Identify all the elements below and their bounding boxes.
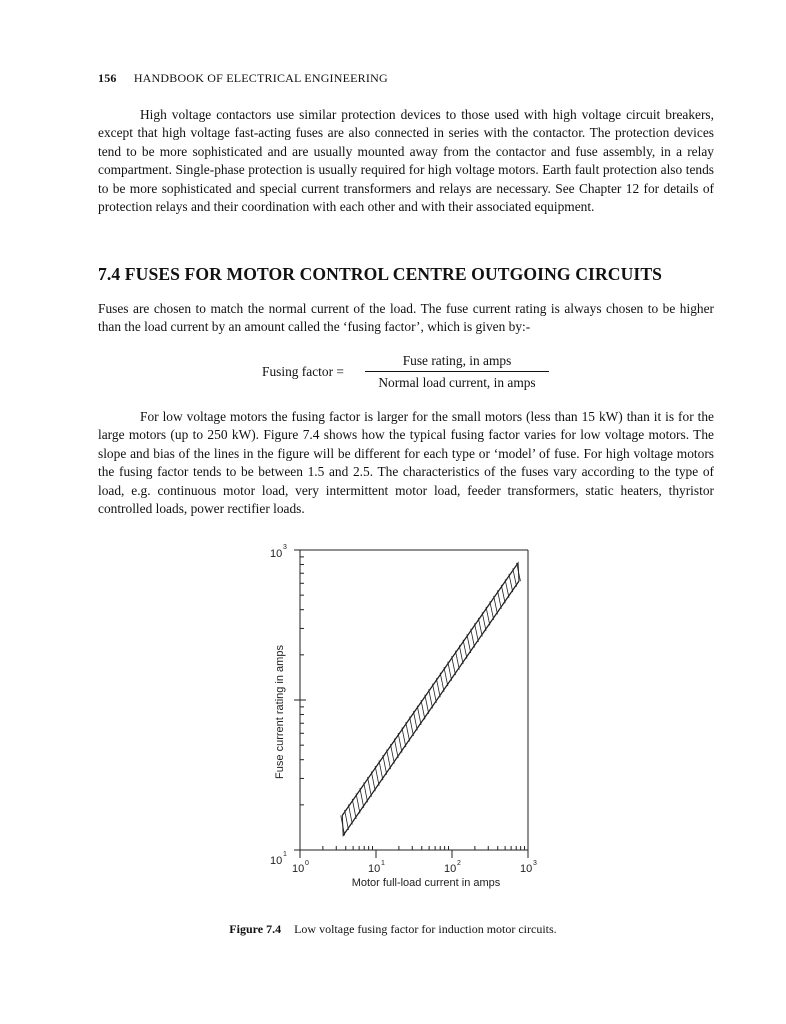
band-hatch [463,640,467,659]
band-hatch [406,722,410,741]
x-tick-exponent-1: 1 [381,860,385,867]
band-hatch [390,744,394,764]
band-hatch [467,634,471,653]
page-number: 156 [98,71,117,85]
fusing-factor-equation [262,352,562,396]
running-head [98,71,388,86]
band-hatch [486,607,490,626]
paragraph-3: For low voltage motors the fusing factor is larger for the small motors (less than 15 kW) than it is for the large motors (up to 250 kW). Figure 7.4 shows how the typical fusing factor varies for low voltage motors. The slope and bias of the lines in the figure will be different for each type or ‘model’ of fuse. For high voltage motors the fusing factor tends to be between 1.5 and 2.5. The characteristics of the fuses vary according to the type of load, e.g. continuous motor load, very intermittent motor load, feeder transformers, static heaters, thyristor controlled loads, power rectifier loads. [98,409,714,517]
band-hatch [444,667,448,686]
x-tick-exponent-2: 2 [457,860,461,867]
y-tick-exponent-0: 1 [283,851,287,858]
band-hatch [429,689,433,708]
band-hatch [432,684,436,703]
band-hatch [425,695,429,714]
paragraph-2: Fuses are chosen to match the normal current of the load. The fuse current rating is always chosen to be higher than the load current by an amount called the ‘fusing factor’, which is given by:- [98,301,714,335]
equation-numerator: Fuse rating, in amps [402,353,512,368]
band-hatch [455,651,459,670]
band-hatch [482,612,486,631]
band-hatch [375,766,379,786]
band-hatch [494,596,498,614]
band-hatch [452,656,456,675]
band-hatch [356,793,360,813]
band-hatch [417,706,421,725]
band-hatch [360,788,364,808]
running-title: HANDBOOK OF ELECTRICAL ENGINEERING [133,71,388,85]
band-hatch [394,739,398,758]
paragraph-1: High voltage contactors use similar protection devices to those used with high voltage circuit breakers, except that high voltage fast-acting fuses are also connected in series with the contactor. The protection devices tend to be more sophisticated and are usually mounted away from the contactor and fuse assembly, in a relay compartment. Single-phase protection is usually required for high voltage motors. Earth fault protection also tends to be more sophisticated and special current transformers and relays are necessary. See Chapter 12 for details of protection relays and their coordination with each other and with their associated equipment. [98,107,714,215]
x-tick-label-2: 10 [444,863,457,875]
x-tick-exponent-0: 0 [305,860,309,867]
band-hatch [490,601,494,619]
y-tick-label-0: 10 [270,855,283,867]
band-upper-bound [342,563,518,816]
band-hatch [368,777,372,797]
equation-fraction [365,352,549,392]
band-hatch [501,585,505,603]
band-hatch [475,623,479,642]
band-hatch [364,782,368,802]
band-hatch [497,590,501,608]
band-hatch [383,755,387,775]
figure-7-4 [260,540,560,910]
band-hatch [348,804,352,824]
x-axis-label: Motor full-load current in amps [351,877,501,889]
x-tick-label-1: 10 [368,863,381,875]
figure-number: Figure 7.4 [229,922,282,936]
fusing-factor-chart [260,540,560,910]
band-hatch [509,574,513,592]
band-hatch [505,579,509,597]
band-hatch [471,629,475,648]
caption-text: Low voltage fusing factor for induction motor circuits. [294,922,557,936]
band-hatch [448,662,452,681]
band-hatch [371,772,375,792]
band-lower-bound [343,581,519,835]
fraction-bar [365,371,549,372]
band-hatch [345,810,349,830]
band-hatch [421,700,425,719]
band-hatch [459,645,463,664]
band-hatch [410,717,414,736]
x-tick-label-3: 10 [520,863,533,875]
band-hatch [440,673,444,692]
band-hatch [387,750,391,770]
band-hatch [398,733,402,752]
band-hatch [352,799,356,819]
y-tick-label-1: 10 [270,548,283,560]
band-hatch [379,761,383,781]
x-tick-label-0: 10 [292,863,305,875]
equation-label: Fusing factor = [262,364,344,379]
band-hatch [436,678,440,697]
band-hatch [478,618,482,637]
y-tick-exponent-1: 3 [283,544,287,551]
band-hatch [402,728,406,747]
equation-denominator: Normal load current, in amps [378,375,536,390]
band-hatch [513,568,517,586]
figure-caption [0,922,786,937]
band-hatch [413,711,417,730]
section-title: 7.4 FUSES FOR MOTOR CONTROL CENTRE OUTGOING CIRCUITS [98,264,663,284]
x-tick-exponent-3: 3 [533,860,537,867]
y-axis-label: Fuse current rating in amps [274,645,286,779]
